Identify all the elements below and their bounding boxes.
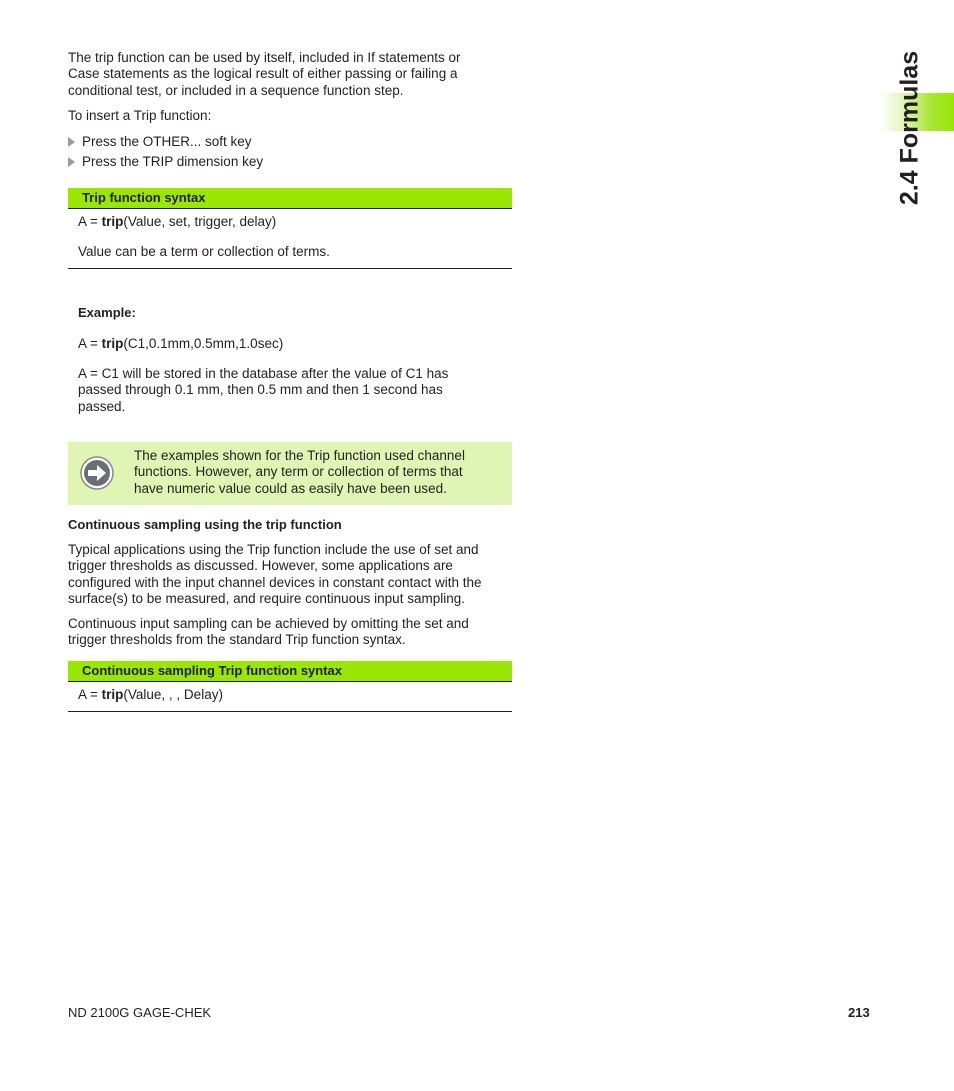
continuous-table-header (68, 661, 512, 682)
para-line: configured with the input channel devices in constant contact with the (68, 574, 482, 590)
para-line: trigger thresholds from the standard Trip function syntax. (68, 632, 406, 648)
step-triangle-icon (68, 137, 75, 147)
step-text: Press the TRIP dimension key (82, 154, 264, 169)
intro-line: conditional test, or included in a sequence function step. (68, 82, 404, 98)
step-item (68, 154, 263, 170)
footer-product: ND 2100G GAGE-CHEK (68, 1005, 212, 1020)
chapter-title-text: 2.4 Formulas (895, 50, 924, 206)
formula-keyword: trip (101, 336, 124, 351)
formula-keyword: trip (101, 214, 124, 229)
continuous-formula (78, 687, 223, 703)
continuous-table-title: Continuous sampling Trip function syntax (82, 663, 343, 678)
arrow-right-icon (80, 456, 114, 490)
section-paragraph-1 (68, 542, 512, 608)
syntax-formula (78, 214, 276, 230)
formula-args: (Value, set, trigger, delay) (123, 214, 277, 229)
formula-prefix: A = (78, 687, 102, 702)
insert-label: To insert a Trip function: (68, 108, 212, 123)
syntax-description: Value can be a term or collection of terms. (78, 244, 330, 259)
note-line: have numeric value could as easily have been used. (134, 480, 447, 496)
example-label: Example: (78, 305, 136, 320)
formula-prefix: A = (78, 214, 102, 229)
explanation-line: A = C1 will be stored in the database after the value of C1 has (78, 366, 449, 381)
table-bottom-rule (68, 711, 512, 712)
explanation-line: passed through 0.1 mm, then 0.5 mm and then 1 second has (78, 382, 443, 398)
step-triangle-icon (68, 157, 75, 167)
note-box (68, 442, 512, 505)
table-bottom-rule (68, 268, 512, 269)
intro-line: Case statements as the logical result of either passing or failing a (68, 66, 458, 82)
syntax-table-title: Trip function syntax (82, 190, 206, 205)
syntax-table-header (68, 188, 512, 209)
formula-prefix: A = (78, 336, 102, 351)
chapter-title (887, 48, 933, 208)
para-line: trigger thresholds as discussed. However, some applications are (68, 558, 453, 574)
step-text: Press the OTHER... soft key (82, 134, 252, 149)
formula-keyword: trip (101, 687, 124, 702)
para-line: surface(s) to be measured, and require continuous input sampling. (68, 591, 465, 607)
note-text (134, 448, 504, 497)
section-heading: Continuous sampling using the trip function (68, 517, 342, 532)
intro-line: The trip function can be used by itself, included in If statements or (68, 50, 461, 65)
example-formula (78, 336, 283, 352)
formula-args: (Value, , , Delay) (123, 687, 223, 702)
para-line: Typical applications using the Trip function include the use of set and (68, 542, 479, 557)
formula-args: (C1,0.1mm,0.5mm,1.0sec) (123, 336, 284, 351)
note-line: functions. However, any term or collection of terms that (134, 464, 463, 480)
explanation-line: passed. (78, 398, 126, 414)
note-line: The examples shown for the Trip function used channel (134, 448, 465, 463)
step-item (68, 134, 252, 150)
para-line: Continuous input sampling can be achieved by omitting the set and (68, 616, 469, 631)
example-explanation (78, 366, 498, 415)
page-number: 213 (848, 1005, 870, 1020)
section-paragraph-2 (68, 616, 512, 649)
intro-paragraph (68, 50, 512, 99)
